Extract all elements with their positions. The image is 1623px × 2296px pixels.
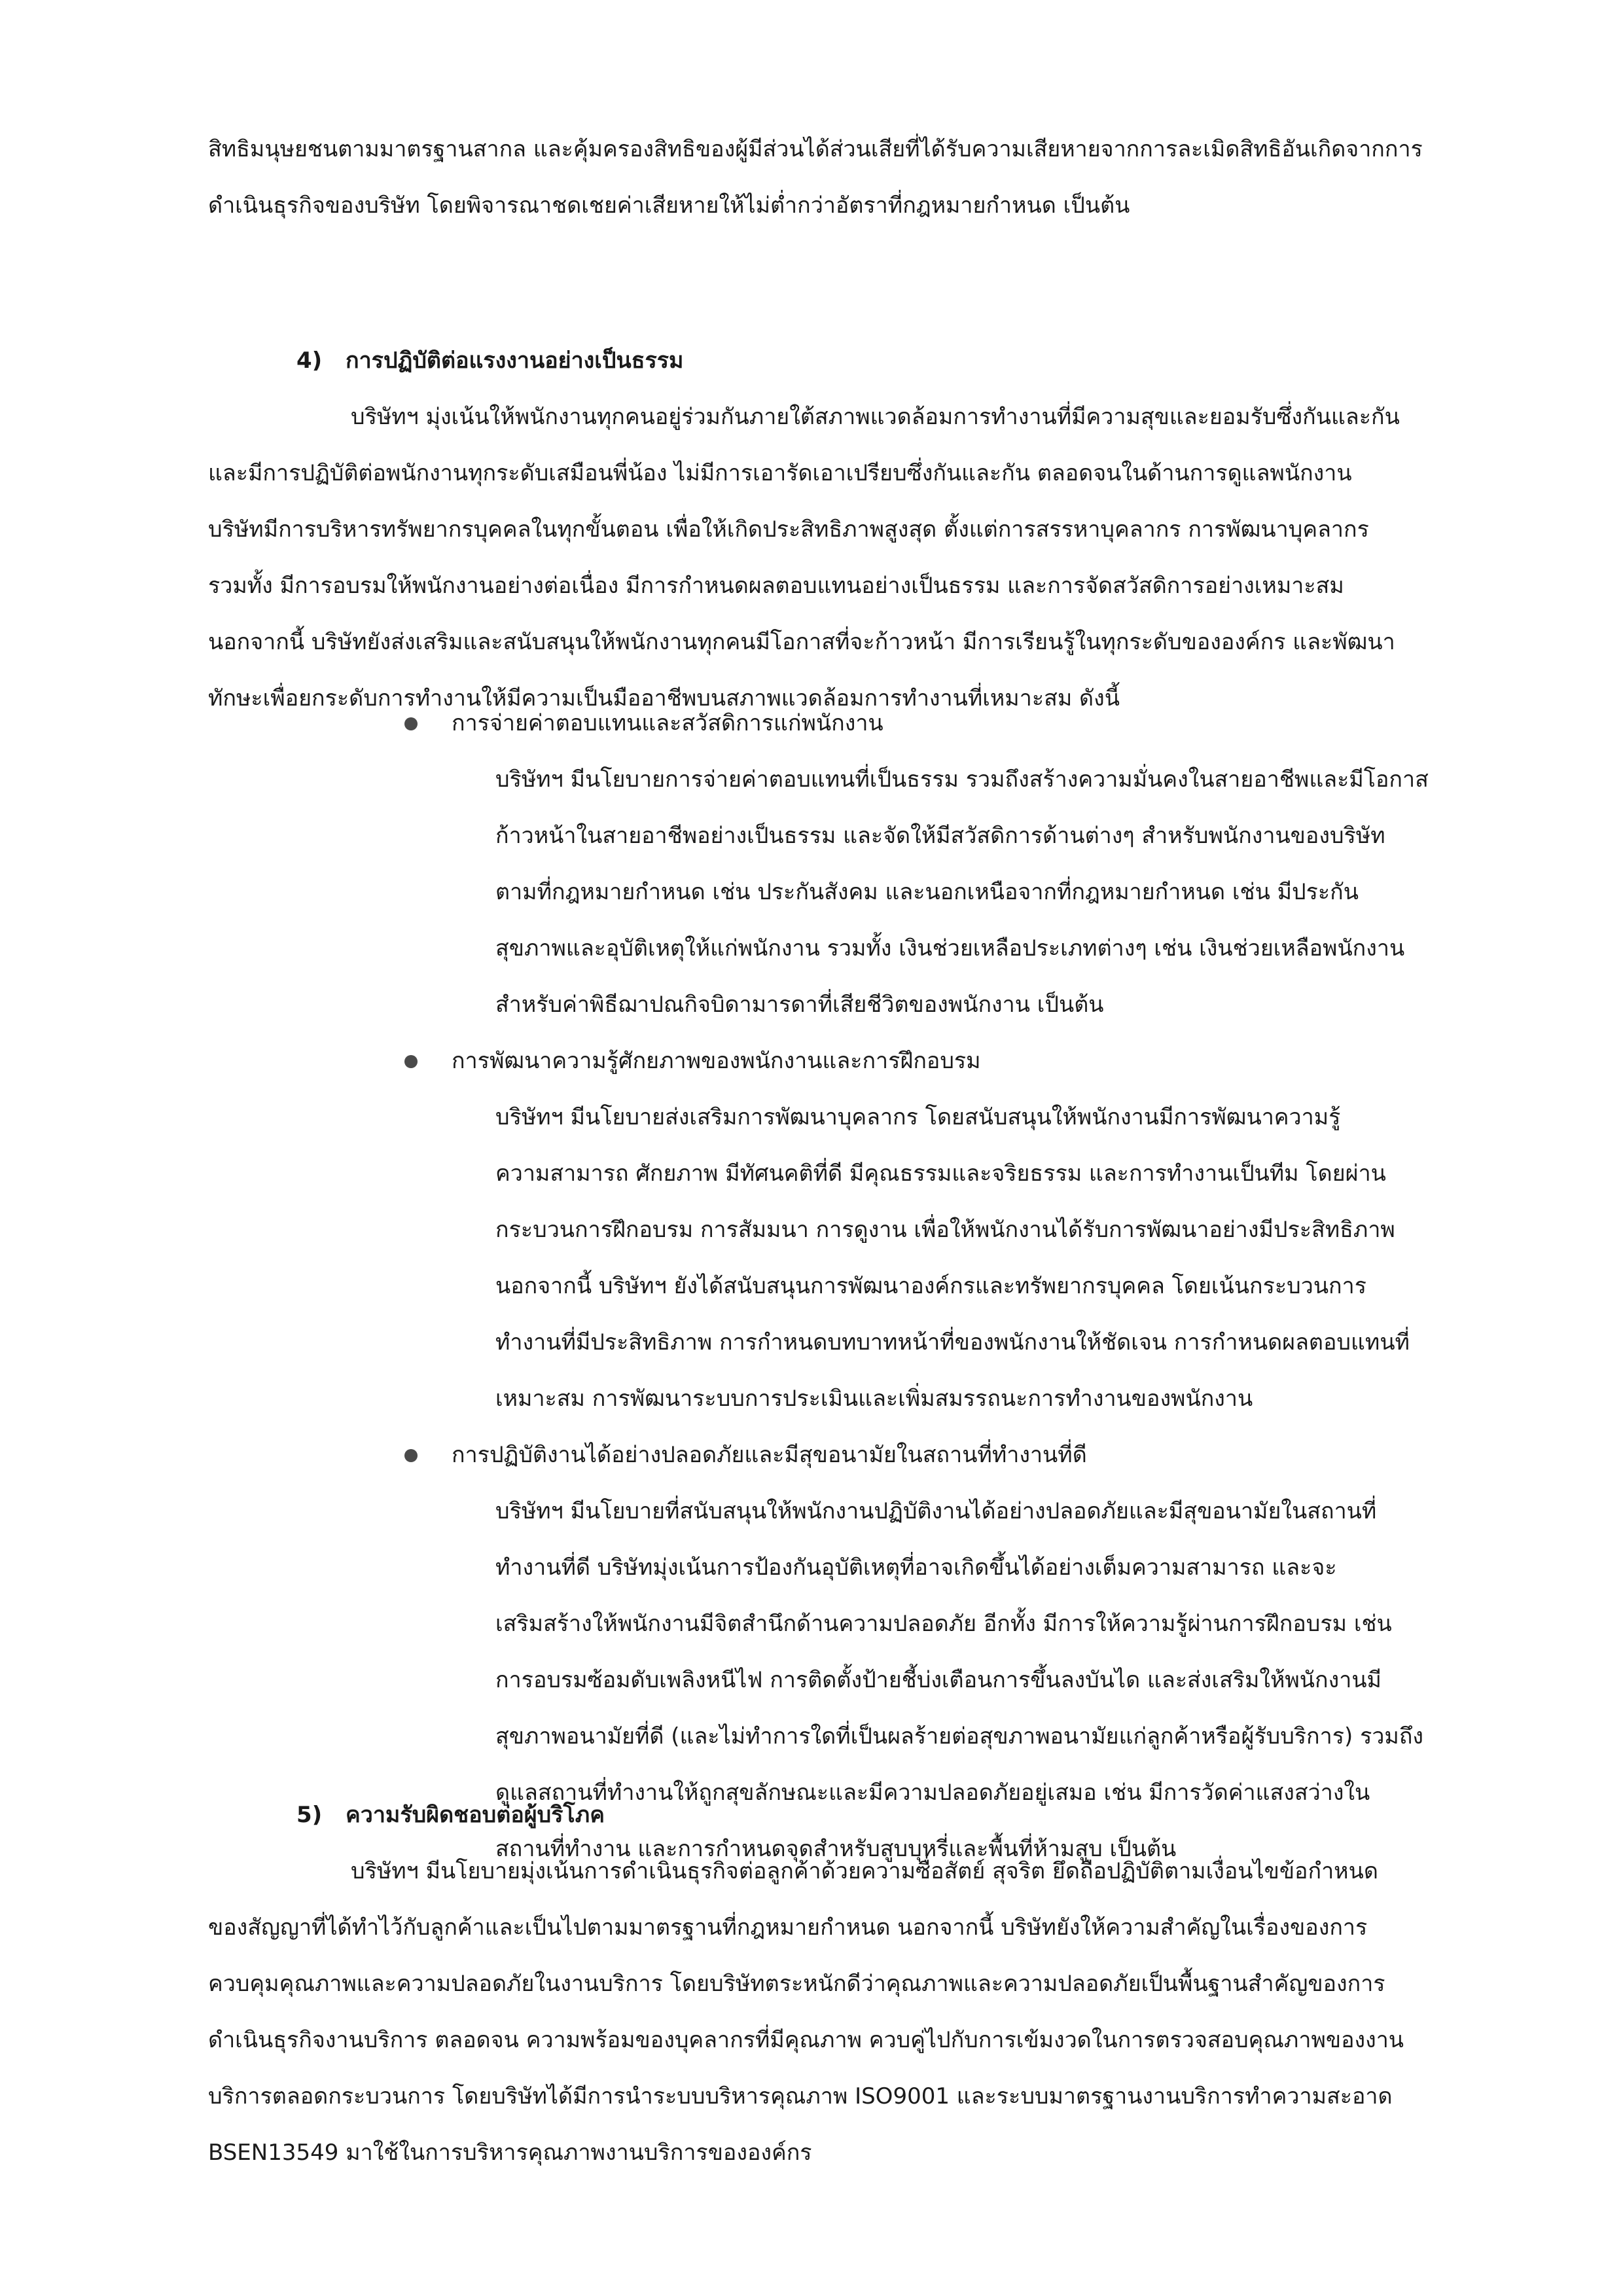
section-4-line: รวมทั้ง มีการอบรมให้พนักงานอย่างต่อเนื่อง มีการกำหนดผลตอบแทนอย่างเป็นธรรม และการจัดสวัสดิการอย่างเหมาะสม [208,573,1344,599]
section-5-number: 5) [296,1802,323,1828]
bullet-dot-icon [404,1449,418,1462]
bullet-line: ทำงานที่มีประสิทธิภาพ การกำหนดบทบาทหน้าที่ของพนักงานให้ชัดเจน การกำหนดผลตอบแทนที่ [495,1329,1410,1355]
section-5-line: BSEN13549 มาใช้ในการบริหารคุณภาพงานบริการขององค์กร [208,2140,812,2166]
bullet-line: นอกจากนี้ บริษัทฯ ยังได้สนับสนุนการพัฒนาองค์กรและทรัพยากรบุคคล โดยเน้นกระบวนการ [495,1273,1366,1299]
section-4-line: และมีการปฏิบัติต่อพนักงานทุกระดับเสมือนพี่น้อง ไม่มีการเอารัดเอาเปรียบซึ่งกันและกัน ตลอดจนในด้านการดูแลพนักงาน [208,460,1352,486]
section-5-line: ดำเนินธุรกิจงานบริการ ตลอดจน ความพร้อมของบุคลากรที่มีคุณภาพ ควบคู่ไปกับการเข้มงวดในการตรวจสอบคุณภาพของงาน [208,2027,1404,2053]
intro-line: ดำเนินธุรกิจของบริษัท โดยพิจารณาชดเชยค่าเสียหายให้ไม่ต่ำกว่าอัตราที่กฎหมายกำหนด เป็นต้น [208,192,1130,219]
bullet-line: กระบวนการฝึกอบรม การสัมมนา การดูงาน เพื่อให้พนักงานได้รับการพัฒนาอย่างมีประสิทธิภาพ [495,1217,1395,1243]
bullet-line: ทำงานที่ดี บริษัทมุ่งเน้นการป้องกันอุบัติเหตุที่อาจเกิดขึ้นได้อย่างเต็มความสามารถ และจะ [495,1554,1337,1581]
bullet-line: ดูแลสถานที่ทำงานให้ถูกสุขลักษณะและมีความปลอดภัยอยู่เสมอ เช่น มีการวัดค่าแสงสว่างใน [495,1780,1370,1806]
bullet-title-text: การพัฒนาความรู้ศักยภาพของพนักงานและการฝึกอบรม [452,1048,981,1074]
bullet-body [393,751,1492,1033]
section-4-line: นอกจากนี้ บริษัทยังส่งเสริมและสนับสนุนให้พนักงานทุกคนมีโอกาสที่จะก้าวหน้า มีการเรียนรู้ในทุกระดับขององค์กร และพัฒนา [208,629,1395,655]
bullet-line: เสริมสร้างให้พนักงานมีจิตสำนึกด้านความปลอดภัย อีกทั้ง มีการให้ความรู้ผ่านการฝึกอบรม เช่น [495,1611,1392,1637]
bullet-dot-icon [404,1055,418,1068]
bullet-title [393,1033,1492,1089]
section-4-line: ทักษะเพื่อยกระดับการทำงานให้มีความเป็นมืออาชีพบนสภาพแวดล้อมการทำงานที่เหมาะสม ดังนี้ [208,685,1120,711]
bullet-line: สำหรับค่าพิธีฌาปณกิจบิดามารดาที่เสียชีวิตของพนักงาน เป็นต้น [495,992,1104,1018]
bullet-title [393,1427,1492,1483]
section-5-heading [208,1787,1484,1843]
section-5 [208,1787,1484,2181]
bullet-item [393,695,1492,1033]
bullet-line: บริษัทฯ มีนโยบายส่งเสริมการพัฒนาบุคลากร โดยสนับสนุนให้พนักงานมีการพัฒนาความรู้ [495,1104,1341,1130]
section-4-line: บริษัทมีการบริหารทรัพยากรบุคคลในทุกขั้นตอน เพื่อให้เกิดประสิทธิภาพสูงสุด ตั้งแต่การสรรหาบุคลากร การพัฒนาบุคลากร [208,516,1369,543]
section-4-number: 4) [296,348,323,374]
intro-line: สิทธิมนุษยชนตามมาตรฐานสากล และคุ้มครองสิทธิของผู้มีส่วนได้ส่วนเสียที่ได้รับความเสียหายจากการละเมิดสิทธิอันเกิดจากการ [208,136,1423,162]
bullet-line: ตามที่กฎหมายกำหนด เช่น ประกันสังคม และนอกเหนือจากที่กฎหมายกำหนด เช่น มีประกัน [495,879,1359,905]
bullet-title-text: การปฏิบัติงานได้อย่างปลอดภัยและมีสุขอนามัยในสถานที่ทำงานที่ดี [452,1442,1087,1468]
bullet-line: การอบรมซ้อมดับเพลิงหนีไฟ การติดตั้งป้ายชี้บ่งเตือนการขึ้นลงบันได และส่งเสริมให้พนักงานมี [495,1667,1382,1693]
bullet-list [393,695,1492,1877]
section-5-line: ของสัญญาที่ได้ทำไว้กับลูกค้าและเป็นไปตามมาตรฐานที่กฎหมายกำหนด นอกจากนี้ บริษัทยังให้ความสำคัญในเรื่องของการ [208,1914,1368,1941]
bullet-line: สุขภาพอนามัยที่ดี (และไม่ทำการใดที่เป็นผลร้ายต่อสุขภาพอนามัยแก่ลูกค้าหรือผู้รับบริการ) รวมถึง [495,1723,1424,1749]
section-4-title: การปฏิบัติต่อแรงงานอย่างเป็นธรรม [346,348,684,374]
section-5-line: ควบคุมคุณภาพและความปลอดภัยในงานบริการ โดยบริษัทตระหนักดีว่าคุณภาพและความปลอดภัยเป็นพื้นฐานสำคัญของการ [208,1971,1385,1997]
bullet-line: ความสามารถ ศักยภาพ มีทัศนคติที่ดี มีคุณธรรมและจริยธรรม และการทำงานเป็นทีม โดยผ่าน [495,1160,1386,1187]
bullet-dot-icon [404,717,418,730]
section-5-title: ความรับผิดชอบต่อผู้บริโภค [346,1802,605,1828]
bullet-body [393,1089,1492,1427]
bullet-title-text: การจ่ายค่าตอบแทนและสวัสดิการแก่พนักงาน [452,710,883,736]
section-4-line: บริษัทฯ มุ่งเน้นให้พนักงานทุกคนอยู่ร่วมกันภายใต้สภาพแวดล้อมการทำงานที่มีความสุขและยอมรับซึ่งกันและกัน [351,404,1400,430]
bullet-line: บริษัทฯ มีนโยบายการจ่ายค่าตอบแทนที่เป็นธรรม รวมถึงสร้างความมั่นคงในสายอาชีพและมีโอกาส [495,766,1429,793]
section-4 [208,332,1484,726]
bullet-title [393,695,1492,751]
bullet-line: ก้าวหน้าในสายอาชีพอย่างเป็นธรรม และจัดให้มีสวัสดิการด้านต่างๆ สำหรับพนักงานของบริษัท [495,823,1385,849]
section-4-heading [208,332,1484,389]
bullet-line: สถานที่ทำงาน และการกำหนดจุดสำหรับสูบบุหรี่และพื้นที่ห้ามสูบ เป็นต้น [495,1836,1177,1862]
bullet-line: บริษัทฯ มีนโยบายที่สนับสนุนให้พนักงานปฏิบัติงานได้อย่างปลอดภัยและมีสุขอนามัยในสถานที่ [495,1498,1377,1524]
section-5-line: บริษัทฯ มีนโยบายมุ่งเน้นการดำเนินธุรกิจต่อลูกค้าด้วยความซื่อสัตย์ สุจริต ยึดถือปฏิบัติตามเงื่อนไขข้อกำหนด [351,1858,1378,1884]
intro-paragraph [208,121,1484,234]
bullet-item [393,1033,1492,1427]
section-5-line: บริการตลอดกระบวนการ โดยบริษัทได้มีการนำระบบบริหารคุณภาพ ISO9001 และระบบมาตรฐานงานบริการทำความสะอาด [208,2083,1393,2109]
bullet-line: สุขภาพและอุบัติเหตุให้แก่พนักงาน รวมทั้ง เงินช่วยเหลือประเภทต่างๆ เช่น เงินช่วยเหลือพนักงาน [495,935,1405,961]
bullet-line: เหมาะสม การพัฒนาระบบการประเมินและเพิ่มสมรรถนะการทำงานของพนักงาน [495,1386,1253,1412]
